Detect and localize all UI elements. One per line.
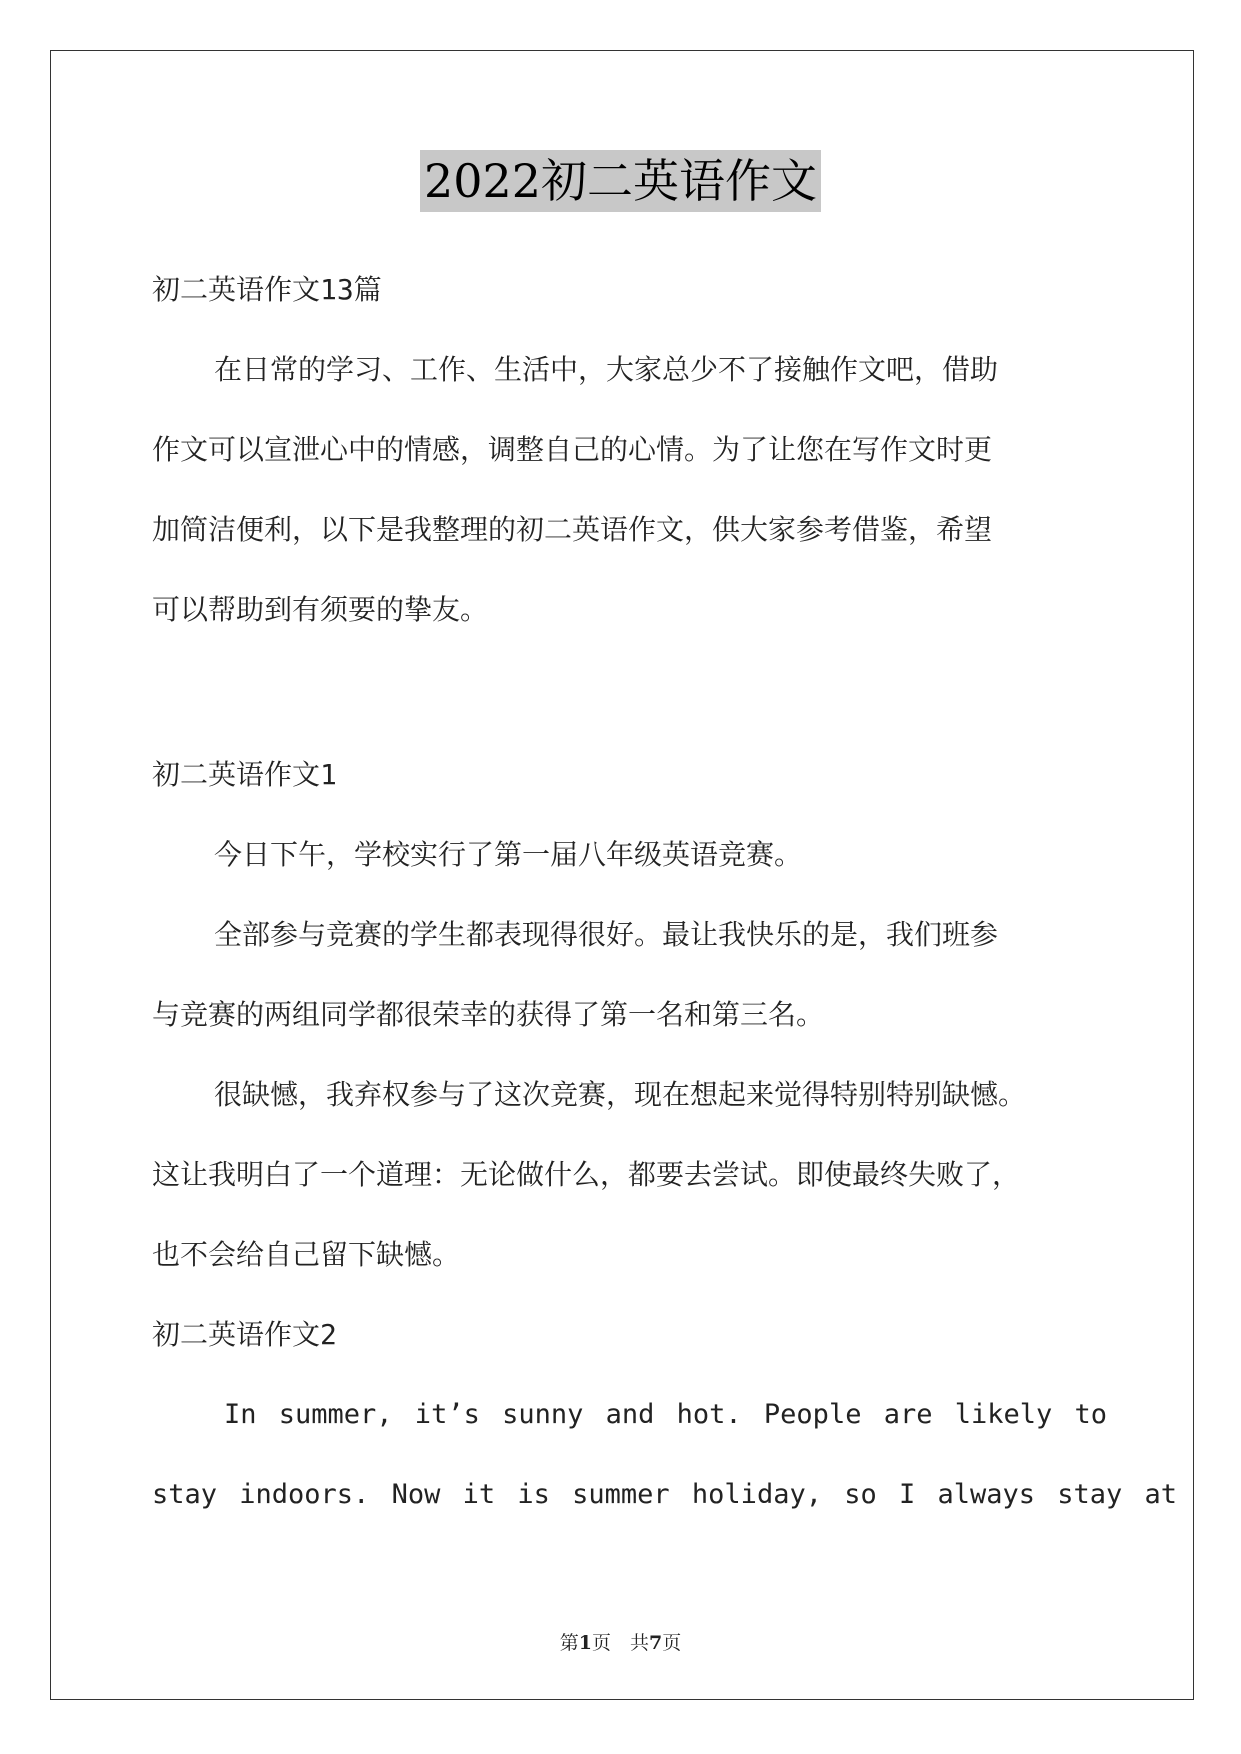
page-footer: [0, 1628, 1241, 1655]
essay-2-line-2: stay indoors. Now it is summer holiday, so I always stay at: [152, 1479, 1178, 1510]
intro-line-2: 作文可以宣泄心中的情感，调整自己的心情。为了让您在写作文时更: [152, 433, 993, 466]
footer-prefix: 第: [559, 1632, 579, 1654]
intro-line-3: 加简洁便利，以下是我整理的初二英语作文，供大家参考借鉴，希望: [152, 513, 993, 546]
intro-line-4: 可以帮助到有须要的挚友。: [152, 593, 489, 626]
essay-2-heading: 初二英语作文2: [152, 1318, 337, 1351]
essay-1-line-1: 今日下午，学校实行了第一届八年级英语竞赛。: [214, 838, 803, 871]
essay-1-line-6: 也不会给自己留下缺憾。: [152, 1238, 461, 1271]
title-container: [0, 150, 1241, 212]
footer-page-number: 1: [578, 1632, 592, 1654]
essay-2-line-1: In summer, it’s sunny and hot. People are likely to: [224, 1399, 1108, 1430]
essay-1-line-5: 这让我明白了一个道理：无论做什么，都要去尝试。即使最终失败了，: [152, 1158, 1021, 1191]
intro-line-1: 在日常的学习、工作、生活中，大家总少不了接触作文吧，借助: [214, 353, 999, 386]
footer-suffix: 页: [662, 1632, 682, 1654]
footer-middle: 页 共: [591, 1632, 649, 1654]
essay-1-heading: 初二英语作文1: [152, 758, 337, 791]
document-title: 2022初二英语作文: [420, 150, 821, 212]
footer-total-pages: 7: [649, 1632, 663, 1654]
essay-1-line-2: 全部参与竞赛的学生都表现得很好。最让我快乐的是，我们班参: [214, 918, 999, 951]
essay-1-line-4: 很缺憾，我弃权参与了这次竞赛，现在想起来觉得特别特别缺憾。: [214, 1078, 1027, 1111]
essay-1-line-3: 与竞赛的两组同学都很荣幸的获得了第一名和第三名。: [152, 998, 825, 1031]
collection-heading: 初二英语作文13篇: [152, 273, 382, 306]
